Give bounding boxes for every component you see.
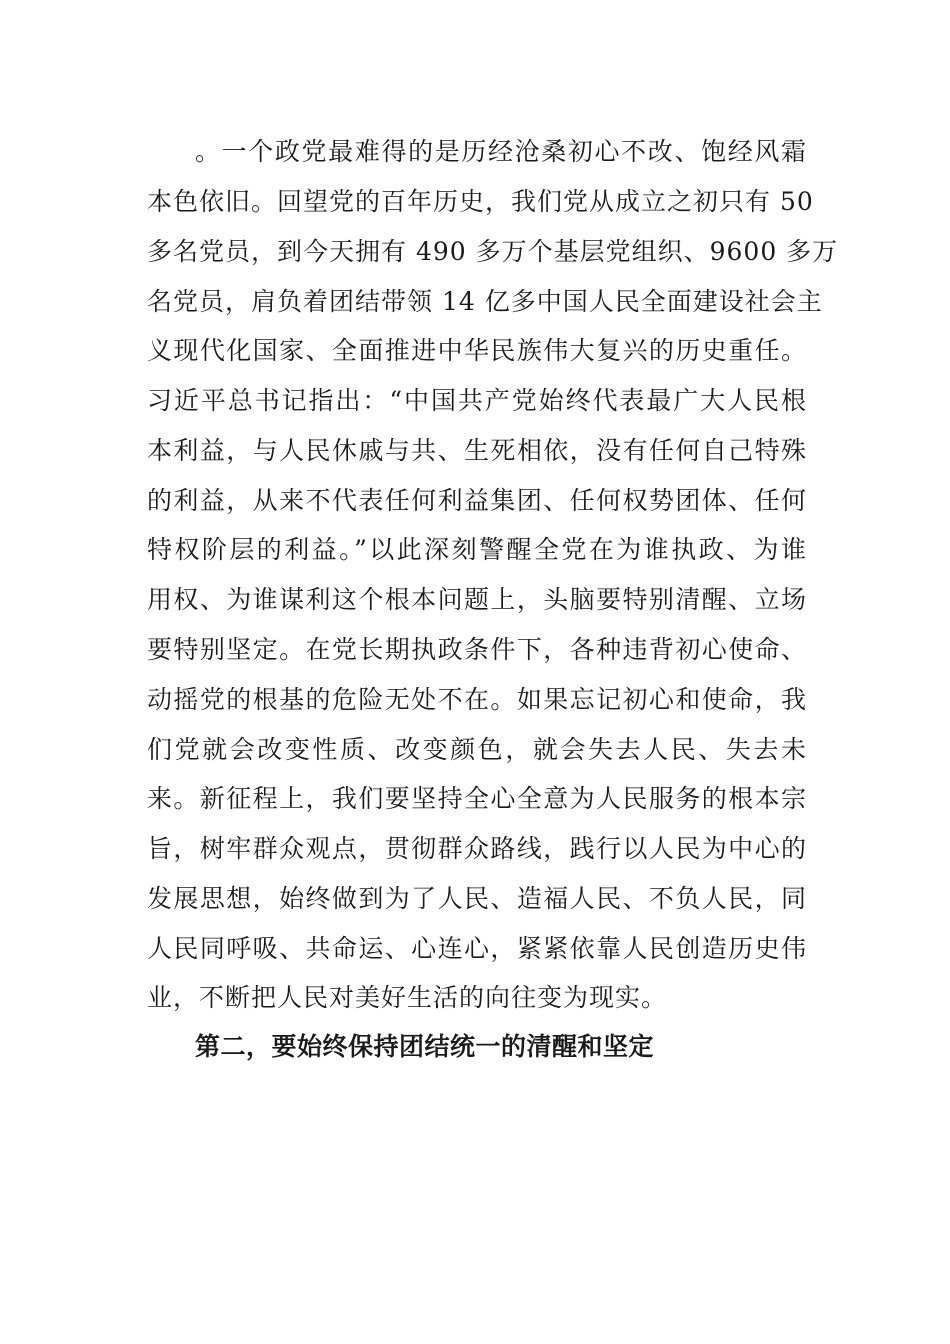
paragraph-line: 名党员，肩负着团结带领 14 亿多中国人民全面建设社会主	[147, 287, 823, 316]
paragraph-line: 动摇党的根基的危险无处不在。如果忘记初心和使命，我	[147, 685, 807, 714]
paragraph-line: 的利益，从来不代表任何利益集团、任何权势团体、任何	[147, 486, 807, 515]
paragraph-line: 要特别坚定。在党长期执政条件下，各种违背初心使命、	[147, 635, 807, 664]
paragraph-line: 旨，树牢群众观点，贯彻群众路线，践行以人民为中心的	[147, 834, 807, 863]
section-heading: 第二，要始终保持团结统一的清醒和坚定	[195, 1032, 655, 1061]
paragraph-line: 用权、为谁谋利这个根本问题上，头脑要特别清醒、立场	[147, 585, 807, 614]
paragraph-line: 业，不断把人民对美好生活的向往变为现实。	[147, 983, 668, 1012]
paragraph-line: 特权阶层的利益。”以此深刻警醒全党在为谁执政、为谁	[147, 535, 807, 564]
paragraph-line: 。一个政党最难得的是历经沧桑初心不改、饱经风霜	[195, 137, 807, 166]
paragraph-line: 义现代化国家、全面推进中华民族伟大复兴的历史重任。	[147, 336, 807, 365]
paragraph-line: 多名党员，到今天拥有 490 多万个基层党组织、9600 多万	[147, 237, 839, 266]
paragraph-line: 们党就会改变性质、改变颜色，就会失去人民、失去未	[147, 735, 807, 764]
paragraph-line: 习近平总书记指出：“中国共产党始终代表最广大人民根	[147, 386, 807, 415]
paragraph-line: 发展思想，始终做到为了人民、造福人民、不负人民，同	[147, 884, 807, 913]
paragraph-line: 来。新征程上，我们要坚持全心全意为人民服务的根本宗	[147, 784, 807, 813]
paragraph-line: 本色依旧。回望党的百年历史，我们党从成立之初只有 50	[147, 187, 814, 216]
paragraph-line: 人民同呼吸、共命运、心连心，紧紧依靠人民创造历史伟	[147, 934, 807, 963]
paragraph-line: 本利益，与人民休戚与共、生死相依，没有任何自己特殊	[147, 436, 807, 465]
